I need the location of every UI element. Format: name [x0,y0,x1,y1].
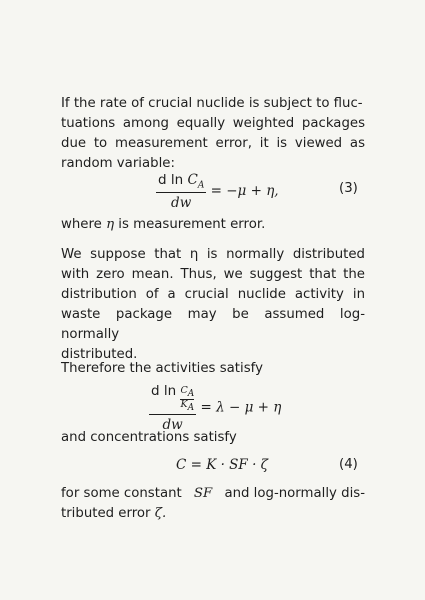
equation-number-3: (3) [339,181,358,196]
text-span: tributed error [61,506,151,521]
subscript: A [187,402,195,413]
equation-4: C = K · SF · ζ [176,457,268,473]
text-line: distributed. [61,347,138,362]
equation-activities [149,383,281,433]
inner-fraction [180,386,194,413]
text-span: where [61,217,102,232]
paragraph-closing [61,484,365,524]
variable: K [180,398,188,410]
denominator: dw [162,416,183,433]
sf-symbol: SF [193,486,213,501]
fraction [149,383,196,433]
variable: C [180,385,188,396]
operator-text: d ln [158,172,184,188]
text-line: distribution of a crucial nuclide activity in [61,287,365,302]
text-line: with zero mean. Thus, we suggest that the [61,267,365,282]
paragraph-activities: Therefore the activities satisfy [61,361,263,376]
equation-number-4: (4) [339,457,358,472]
text-line [61,484,365,504]
text-line: waste package may be assumed log-normally [61,307,365,342]
equation-rhs: = −μ + η, [210,182,279,199]
where-line [61,215,365,235]
equation-3 [156,172,279,211]
text-line: random variable: [61,156,175,171]
eta-symbol: η [106,217,115,232]
paragraph-concentrations: and concentrations satisfy [61,430,237,445]
variable: C [187,172,198,188]
subscript: A [187,388,195,399]
text-line [61,504,365,524]
subscript: A [197,180,205,191]
denominator: dw [171,194,192,211]
zeta-symbol: ζ. [154,506,167,521]
text-line: If the rate of crucial nuclide is subject to fluc- [61,96,363,111]
text-span: is measurement error. [118,217,266,232]
equation-rhs: = λ − μ + η [200,399,282,416]
text-span: and log-normally dis- [224,486,365,501]
text-line: tuations among equally weighted packages [61,116,365,131]
text-line: due to measurement error, it is viewed as [61,136,365,151]
text-span: for some constant [61,486,182,501]
paragraph-intro [61,94,365,174]
fraction [156,172,206,211]
text-line: We suppose that η is normally distributed [61,247,365,262]
paragraph-assumption [61,245,365,365]
operator-text: d ln [151,383,177,399]
